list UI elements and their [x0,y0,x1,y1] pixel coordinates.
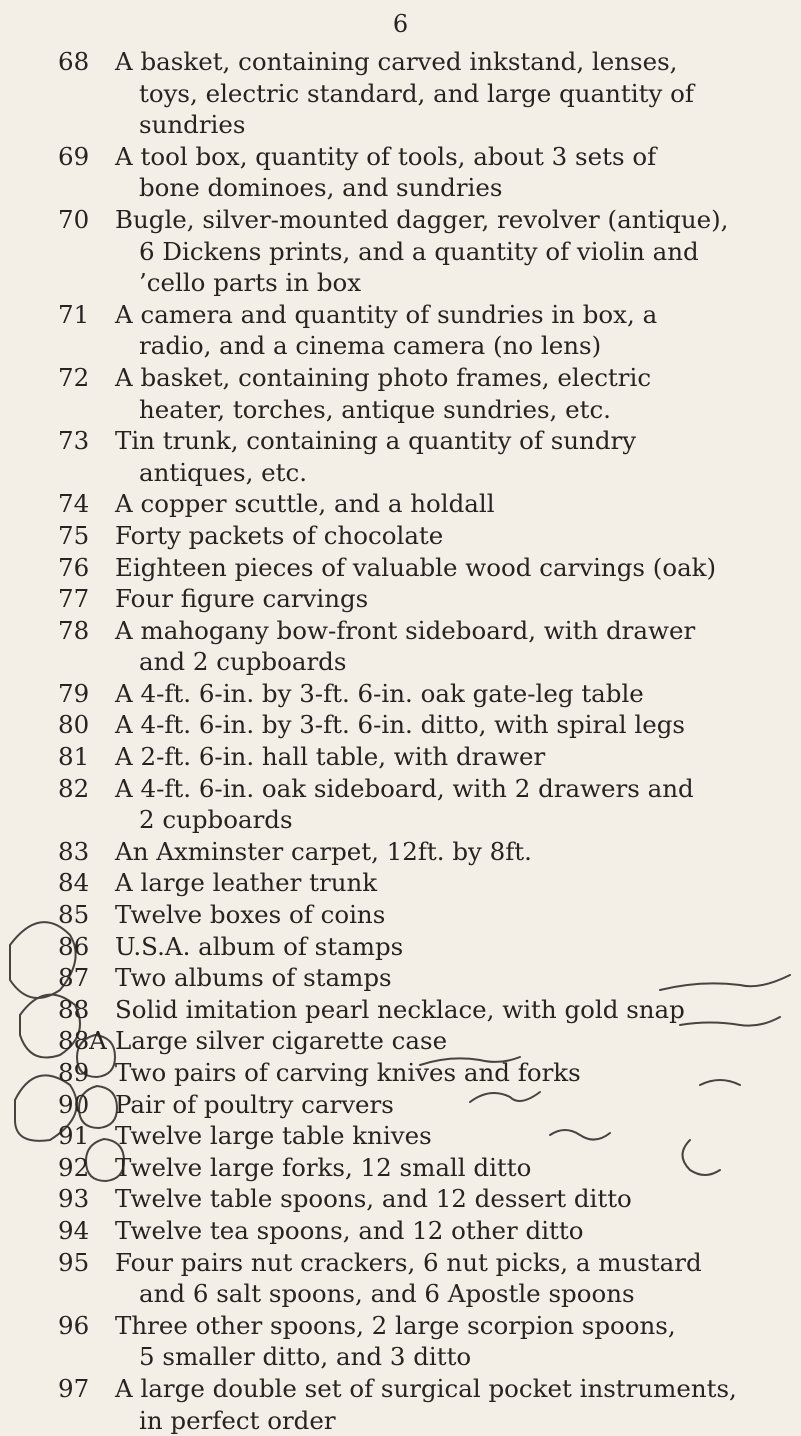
lot-description-line: Solid imitation pearl necklace, with gold snap [115,994,685,1024]
lot-description-line: heater, torches, antique sundries, etc. [139,394,611,424]
lot-description [115,773,781,836]
lot-description-line: U.S.A. album of stamps [115,931,404,961]
lot-number: 83 [58,836,90,866]
lot-description-line: Twelve large forks, 12 small ditto [115,1152,532,1182]
lot-description [115,899,781,931]
lot-description-line: Twelve large table knives [115,1121,432,1151]
lot-item [0,46,801,141]
lot-description-line: Twelve table spoons, and 12 dessert ditto [115,1184,632,1214]
lot-description-line: A tool box, quantity of tools, about 3 sets of [115,141,657,171]
lot-number: 70 [58,204,90,234]
lot-description-line: ’cello parts in box [139,268,362,298]
lot-number: 75 [58,520,90,550]
lot-description [115,1089,781,1121]
lot-description-line: Tin trunk, containing a quantity of sundry [115,426,637,456]
lot-description [115,204,781,299]
lot-item [0,204,801,299]
lot-description [115,836,781,868]
lot-description-line: A 2-ft. 6-in. hall table, with drawer [115,742,546,772]
lot-description [115,520,781,552]
lot-number: 95 [58,1247,90,1277]
lot-description [115,1025,781,1057]
lot-description-line: antiques, etc. [139,457,308,487]
lot-description-line: An Axminster carpet, 12ft. by 8ft. [115,836,532,866]
lot-number: 72 [58,362,90,392]
lot-item [0,520,801,552]
lot-number: 86 [58,931,90,961]
lot-description-line: A large leather trunk [115,868,378,898]
lot-number: 96 [58,1310,90,1340]
lot-item [0,741,801,773]
lot-description-line: A copper scuttle, and a holdall [115,489,495,519]
lot-description-line: A basket, containing carved inkstand, lenses, [115,47,678,76]
lot-item [0,615,801,678]
lot-description-line: and 2 cupboards [139,647,347,677]
lot-number: 78 [58,615,90,645]
lot-number: 84 [58,868,90,898]
lot-description-line: A camera and quantity of sundries in box, a [115,299,658,329]
lot-description-line: A 4-ft. 6-in. by 3-ft. 6-in. ditto, with spiral legs [115,710,685,740]
lot-description-line: Four figure carvings [115,584,369,614]
lot-description [115,741,781,773]
lot-item [0,709,801,741]
lot-description-line: Four pairs nut crackers, 6 nut picks, a mustard [115,1247,702,1277]
lot-description-line: 5 smaller ditto, and 3 ditto [139,1342,472,1372]
lot-description [115,867,781,899]
lot-number: 68 [58,47,90,76]
lot-description [115,46,781,141]
lot-item [0,899,801,931]
lot-description-line: Pair of poultry carvers [115,1089,394,1119]
lot-description [115,1183,781,1215]
lot-description-line: Two pairs of carving knives and forks [115,1058,581,1087]
lot-item [0,867,801,899]
lot-description [115,583,781,615]
lot-number: 85 [58,900,90,930]
lot-description [115,931,781,963]
lot-item [0,1247,801,1310]
lot-description [115,962,781,994]
lot-description [115,299,781,362]
lot-item [0,1025,801,1057]
lot-item [0,962,801,994]
lot-number: 97 [58,1373,90,1403]
lot-item [0,488,801,520]
lot-item [0,299,801,362]
lot-item [0,1183,801,1215]
lot-description [115,425,781,488]
lot-description-line: Three other spoons, 2 large scorpion spoons, [115,1310,676,1340]
lot-item [0,583,801,615]
lot-description [115,1120,781,1152]
lot-item [0,141,801,204]
lot-description [115,1247,781,1310]
lot-number: 69 [58,141,90,171]
lot-description [115,678,781,710]
lot-item [0,362,801,425]
lot-number: 92 [58,1152,90,1182]
lot-description [115,709,781,741]
lot-description [115,1057,781,1089]
lot-item [0,1152,801,1184]
lot-number: 93 [58,1184,90,1214]
lot-number: 94 [58,1215,90,1245]
lot-description-line: Large silver cigarette case [115,1026,448,1056]
lot-number: 89 [58,1058,90,1087]
lot-number: 87 [58,963,90,993]
lot-item [0,1373,801,1436]
lot-description [115,1373,781,1436]
lot-description-line: sundries [139,110,246,140]
lot-description-line: A large double set of surgical pocket instruments, [115,1373,737,1403]
lot-number: 88A [58,1026,107,1056]
lot-number: 74 [58,489,90,519]
lot-item [0,994,801,1026]
lot-description-line: bone dominoes, and sundries [139,173,503,203]
lot-number: 71 [58,299,90,329]
lot-description-line: Bugle, silver-mounted dagger, revolver (antique), [115,204,729,234]
lot-list [0,46,801,1436]
lot-description-line: Eighteen pieces of valuable wood carvings (oak) [115,552,717,582]
lot-item [0,1120,801,1152]
lot-item [0,552,801,584]
lot-description-line: Twelve boxes of coins [115,900,386,930]
lot-description [115,1215,781,1247]
lot-number: 81 [58,742,90,772]
lot-number: 73 [58,426,90,456]
lot-number: 90 [58,1089,90,1119]
lot-description-line: Two albums of stamps [115,963,392,993]
lot-description-line: A basket, containing photo frames, electric [115,362,652,392]
lot-number: 79 [58,678,90,708]
lot-description [115,1152,781,1184]
lot-item [0,773,801,836]
lot-description-line: radio, and a cinema camera (no lens) [139,331,602,361]
lot-item [0,425,801,488]
lot-description [115,615,781,678]
lot-description-line: in perfect order [139,1405,336,1435]
lot-item [0,1057,801,1089]
lot-description-line: A mahogany bow-front sideboard, with drawer [115,615,696,645]
lot-description-line: 6 Dickens prints, and a quantity of violin and [139,236,699,266]
lot-item [0,931,801,963]
lot-item [0,678,801,710]
lot-description-line: Twelve tea spoons, and 12 other ditto [115,1215,584,1245]
lot-description-line: and 6 salt spoons, and 6 Apostle spoons [139,1279,635,1309]
lot-number: 88 [58,994,90,1024]
lot-description [115,994,781,1026]
lot-description-line: Forty packets of chocolate [115,520,444,550]
lot-description [115,362,781,425]
lot-number: 77 [58,584,90,614]
lot-description [115,1310,781,1373]
lot-description-line: 2 cupboards [139,805,293,835]
lot-description [115,552,781,584]
lot-item [0,836,801,868]
lot-description [115,141,781,204]
lot-description [115,488,781,520]
lot-item [0,1089,801,1121]
lot-number: 82 [58,773,90,803]
lot-item [0,1215,801,1247]
lot-number: 76 [58,552,90,582]
lot-description-line: A 4-ft. 6-in. oak sideboard, with 2 drawers and [115,773,694,803]
lot-description-line: A 4-ft. 6-in. by 3-ft. 6-in. oak gate-leg table [115,678,644,708]
lot-description-line: toys, electric standard, and large quantity of [139,78,694,108]
lot-number: 80 [58,710,90,740]
page-number: 6 [392,10,409,38]
lot-item [0,1310,801,1373]
lot-number: 91 [58,1121,90,1151]
